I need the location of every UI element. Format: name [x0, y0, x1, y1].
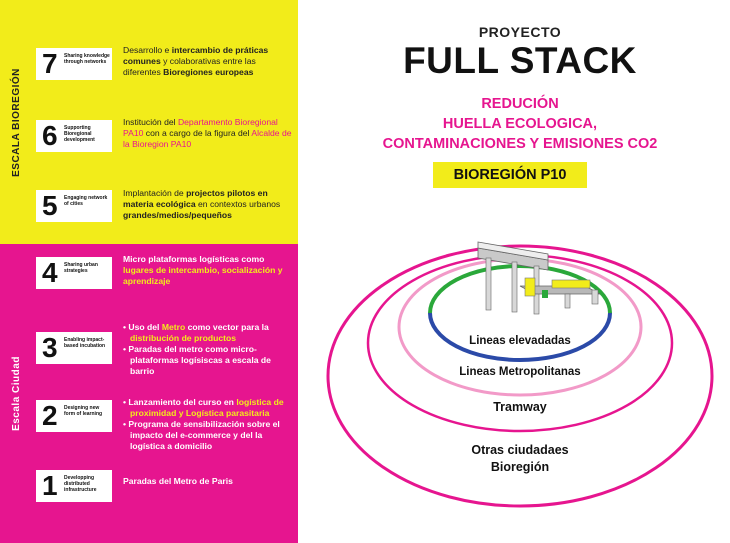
desc-bullet — [123, 419, 293, 452]
desc-fragment: • Programa de sensibilización sobre el impacto del e-commerce y del la logística a domicilio — [123, 419, 280, 451]
step-number: 3 — [42, 332, 58, 363]
desc-fragment: logística de proximidad y Logística parasitaria — [130, 397, 284, 418]
step-number: 7 — [42, 48, 58, 79]
desc-fragment: con a cargo de la figura del — [143, 128, 252, 138]
ring-label-bioregion: Bioregión — [490, 460, 550, 474]
ring-label-metropolitan: Lineas Metropolitanas — [459, 366, 581, 378]
step-caption: Enabling impact-based incubation — [64, 337, 106, 349]
desc-fragment: Implantación de — [123, 188, 187, 198]
desc-fragment: distribución de productos — [130, 333, 236, 343]
step-caption: Sharing knowledge through networks — [64, 53, 110, 65]
project-title: FULL STACK — [403, 40, 637, 81]
desc-fragment: Desarrollo e — [123, 45, 172, 55]
city-scale-label: Escala Ciudad — [10, 356, 22, 431]
step-5-badge — [36, 190, 112, 222]
desc-fragment: Paradas del Metro de Paris — [123, 476, 233, 486]
desc-fragment: lugares de intercambio, socialización y aprendizaje — [123, 265, 283, 286]
step-1-description — [123, 476, 293, 487]
reduction-line-2: HUELLA ECOLOGICA, — [442, 116, 598, 132]
step-caption: Developping distributed infrastructure — [64, 475, 97, 493]
desc-paragraph — [123, 254, 293, 287]
step-7-badge — [36, 48, 112, 80]
desc-paragraph — [123, 476, 293, 487]
ring-label-tramway: Tramway — [493, 400, 547, 414]
bioregion-badge: BIOREGIÓN P10 — [433, 162, 587, 188]
desc-bullet — [123, 397, 293, 419]
desc-paragraph — [123, 188, 293, 221]
step-2-description — [123, 397, 293, 452]
desc-fragment: Alcalde de la Bioregion PA10 — [123, 128, 292, 149]
step-number: 4 — [42, 257, 58, 288]
desc-fragment: intercambio de práticas comunes — [123, 45, 269, 66]
step-caption: Supporting Bioregional development — [64, 125, 95, 143]
step-number: 1 — [42, 470, 58, 501]
desc-bullet — [123, 322, 293, 344]
ring-label-elevated: Lineas elevadadas — [469, 335, 571, 347]
desc-fragment: • Lanzamiento del curso en — [123, 397, 237, 407]
desc-paragraph — [123, 45, 293, 78]
desc-fragment: como vector para la — [185, 322, 269, 332]
desc-fragment: y colaborativas entre las diferentes — [123, 56, 256, 77]
desc-fragment: projectos pilotos en materia ecológica — [123, 188, 268, 209]
desc-fragment: grandes/medios/pequeños — [123, 210, 232, 220]
step-number: 5 — [42, 190, 58, 221]
desc-fragment: • Uso del — [123, 322, 162, 332]
step-1-badge — [36, 470, 112, 502]
step-caption: Sharing urban strategies — [64, 262, 98, 274]
desc-fragment: Metro — [161, 322, 186, 332]
step-6-description — [123, 117, 293, 150]
step-3-badge — [36, 332, 112, 364]
project-label: PROYECTO — [478, 24, 562, 40]
step-5-description — [123, 188, 293, 221]
step-2-badge — [36, 400, 112, 432]
step-4-badge — [36, 257, 112, 289]
step-number: 6 — [42, 120, 58, 151]
reduction-line-3: CONTAMINACIONES Y EMISIONES CO2 — [382, 136, 658, 152]
reduction-line-1: REDUCIÓN — [481, 96, 559, 112]
ring-label-other-cities: Otras ciudadaes — [471, 443, 569, 457]
step-number: 2 — [42, 400, 58, 431]
bioregion-scale-label: ESCALA BIOREGIÓN — [10, 67, 22, 177]
desc-bullet — [123, 344, 293, 377]
desc-paragraph — [123, 117, 293, 150]
step-3-description — [123, 322, 293, 377]
step-caption: Designing new form of learning — [64, 405, 103, 417]
desc-fragment: Micro plataformas logísticas como — [123, 254, 265, 264]
desc-fragment: • Paradas del metro como micro-plataformas logísiscas a escala de barrio — [123, 344, 271, 376]
desc-fragment: Institución del — [123, 117, 178, 127]
step-7-description — [123, 45, 293, 78]
desc-fragment: Bioregiones europeas — [163, 67, 254, 77]
desc-fragment: en contextos urbanos — [195, 199, 281, 209]
desc-fragment: Departamento Bioregional PA10 — [123, 117, 278, 138]
step-6-badge — [36, 120, 112, 152]
step-caption: Engaging network of cities — [64, 195, 108, 207]
step-4-description — [123, 254, 293, 287]
